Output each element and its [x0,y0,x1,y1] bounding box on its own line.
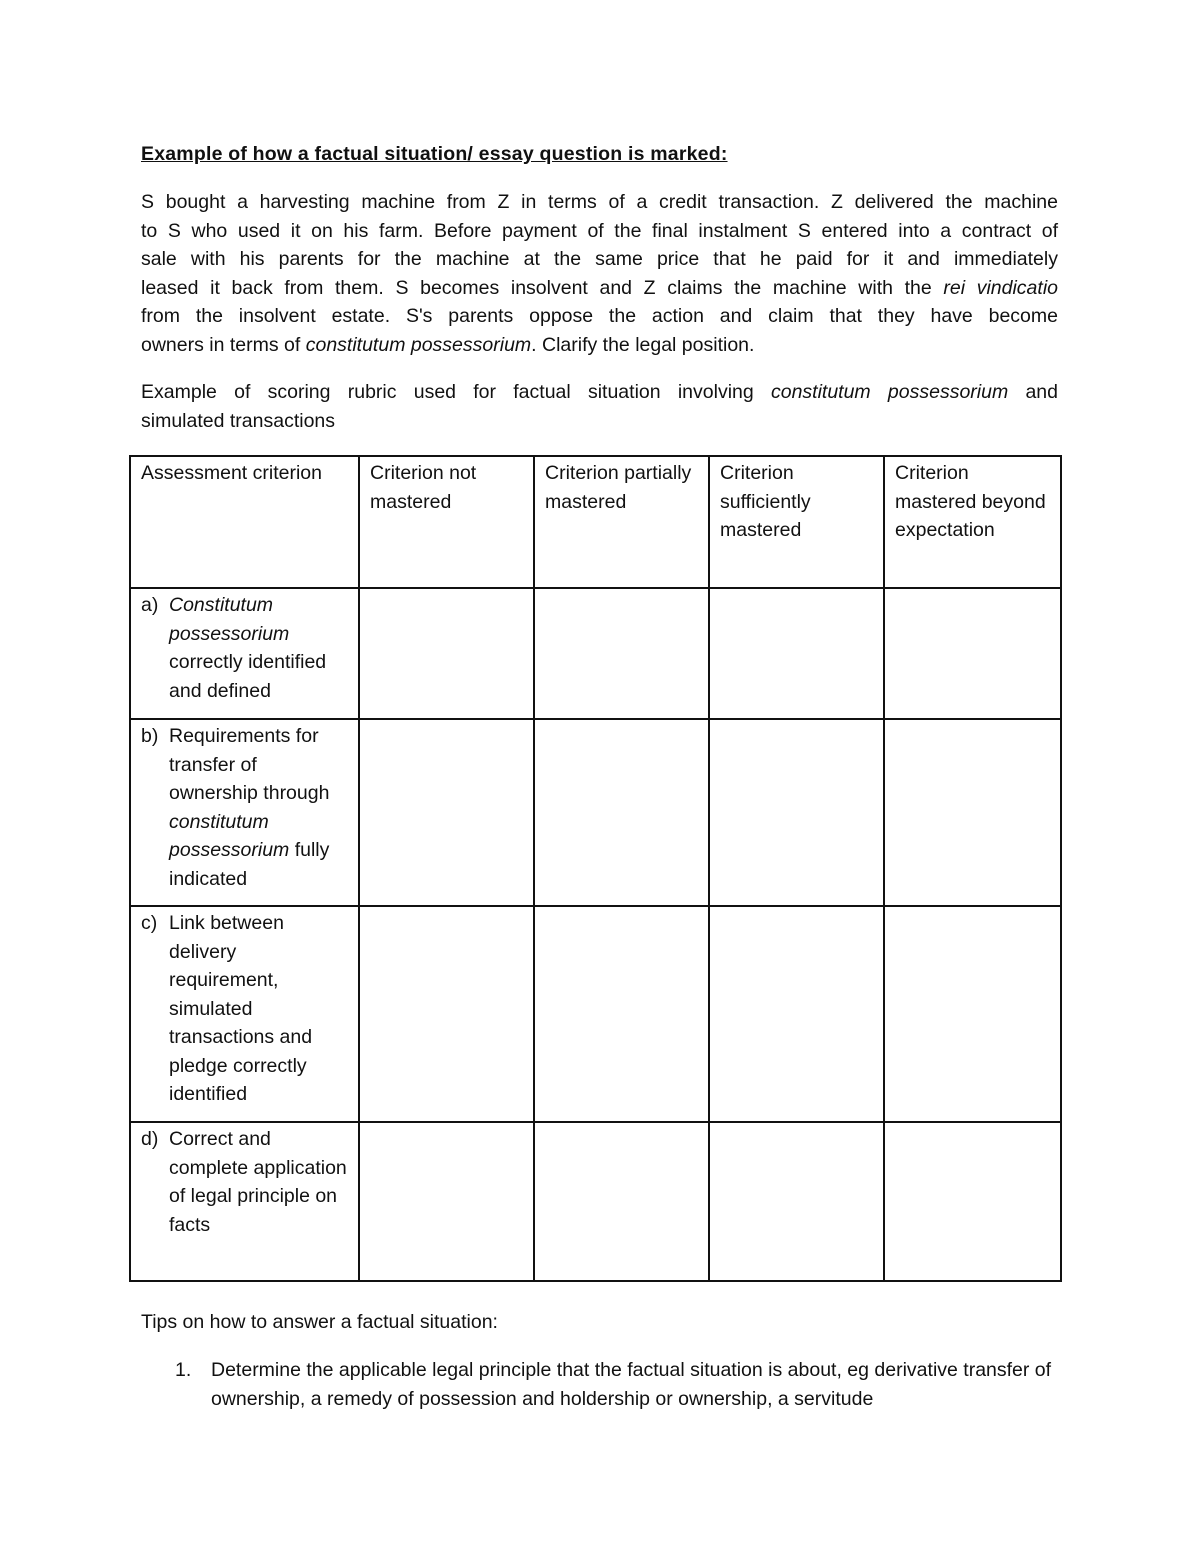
emphasis-text: constitutum possessorium [770,381,1009,403]
score-cell [884,1122,1061,1281]
table-row [130,906,1061,1122]
list-item-text: Determine the applicable legal principle that the factual situation is about, eg derivative transfer of ownership, a remedy of possession and holdership or ownership, a servitude [211,1359,1052,1410]
table-row [130,719,1061,906]
paragraph-text: and [1008,381,1058,403]
criterion-text-part: correctly identified and defined [169,651,327,702]
criterion-text-part: Requirements for transfer of ownership through [169,725,330,804]
score-cell [884,719,1061,906]
paragraph-line [141,274,1058,303]
list-number-text: 1. [175,1359,192,1381]
column-header: Criterion not mastered [359,456,534,588]
score-cell [359,906,534,1122]
column-header: Assessment criterion [130,456,359,588]
criterion-cell [130,1122,359,1281]
paragraph-text: Example of scoring rubric used for factual situation involving [141,381,771,403]
table-header-row [130,456,1061,588]
criterion-cell [130,906,359,1122]
criterion-letter: b) [141,725,159,747]
paragraph-line [141,331,1058,360]
score-cell [884,588,1061,719]
table-row [130,1122,1061,1281]
column-header: Criterion mastered beyond expectation [884,456,1061,588]
score-cell [709,588,884,719]
paragraph-text: . Clarify the legal position. [531,333,755,356]
paragraph-line: sale with his parents for the machine at the same price that he paid for it and immediately [141,248,1058,271]
criterion-text [169,722,348,893]
paragraph-line: to S who used it on his farm. Before payment of the final instalment S entered into a contract of [141,219,1058,242]
factual-situation-paragraph [141,188,1058,360]
emphasis-text: rei vindicatio [943,276,1058,299]
column-header: Criterion sufficiently mastered [709,456,884,588]
score-cell [359,1122,534,1281]
criterion-cell [130,588,359,719]
paragraph-line: S bought a harvesting machine from Z in terms of a credit transaction. Z delivered the machine [141,191,1058,213]
emphasis-text: Constitutum possessorium [169,594,290,645]
score-cell [709,719,884,906]
emphasis-text: constitutum possessorium [169,810,290,861]
score-cell [359,588,534,719]
list-item [141,1356,1058,1413]
criterion-text [169,591,348,705]
paragraph-line [141,378,1058,407]
scoring-rubric-table [129,455,1062,1282]
paragraph-text: owners in terms of [141,333,306,356]
criterion-letter: d) [141,1128,159,1150]
score-cell [534,588,709,719]
table-row [130,588,1061,719]
score-cell [534,906,709,1122]
rubric-intro-paragraph [141,378,1058,435]
emphasis-text: constitutum possessorium [305,333,532,356]
score-cell [534,719,709,906]
paragraph-line: from the insolvent estate. S's parents oppose the action and claim that they have become [141,305,1058,328]
criterion-cell [130,719,359,906]
criterion-text-part: fully indicated [169,839,330,890]
criterion-text: Correct and complete application of legal principle on facts [169,1128,347,1236]
paragraph-line: simulated transactions [141,409,336,432]
criterion-letter: c) [141,912,158,934]
score-cell [709,1122,884,1281]
score-cell [884,906,1061,1122]
criterion-text: Link between delivery requirement, simulated transactions and pledge correctly identified [169,912,313,1105]
score-cell [359,719,534,906]
list-number [141,1356,211,1413]
tips-title: Tips on how to answer a factual situation: [141,1311,498,1333]
column-header: Criterion partially mastered [534,456,709,588]
page-heading: Example of how a factual situation/ essay question is marked: [141,143,728,165]
score-cell [709,906,884,1122]
score-cell [534,1122,709,1281]
criterion-letter: a) [141,594,159,616]
paragraph-text: leased it back from them. S becomes insolvent and Z claims the machine with the [141,276,944,299]
tips-list [141,1356,1058,1413]
